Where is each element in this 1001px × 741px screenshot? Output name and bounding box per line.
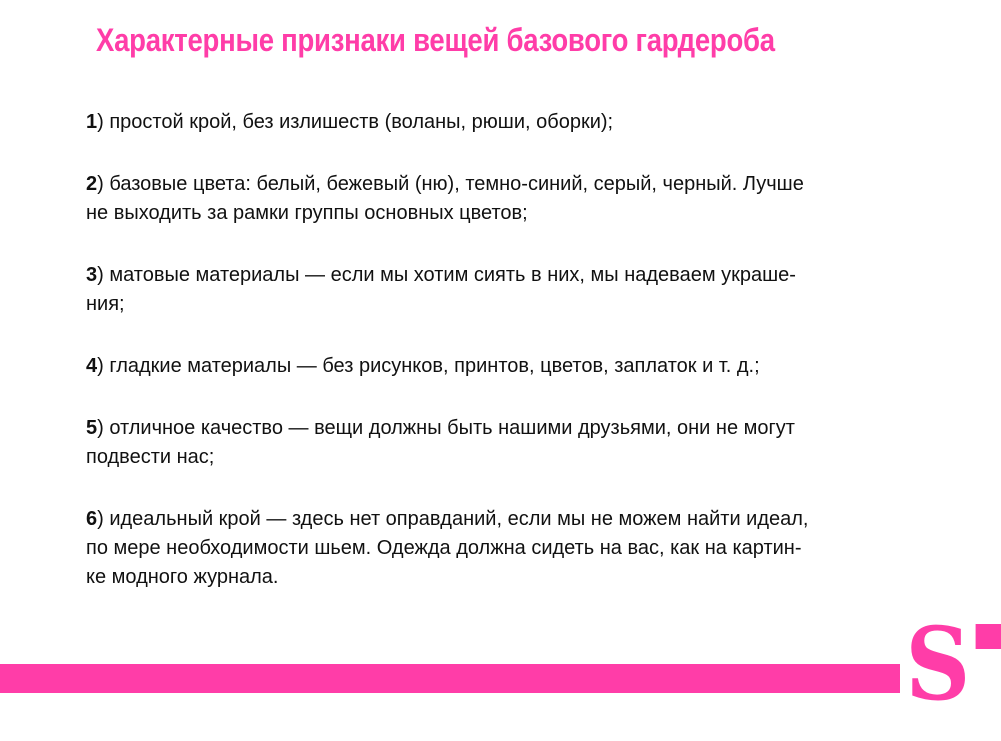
footer-accent-bar xyxy=(0,664,905,693)
item-number: 4 xyxy=(86,355,98,377)
item-number: 6 xyxy=(86,508,98,530)
list-item xyxy=(86,414,946,472)
item-number: 2 xyxy=(86,173,98,195)
item-text: ) матовые материалы — если мы хотим сиять в них, мы надеваем украше- ния; xyxy=(86,264,796,315)
item-number: 5 xyxy=(86,417,98,439)
list-item xyxy=(86,261,946,319)
item-text: ) базовые цвета: белый, бежевый (ню), темно-синий, серый, черный. Лучше не выходить за рамки группы основных цветов; xyxy=(86,173,804,224)
brand-logo: S xyxy=(900,614,976,714)
list-item xyxy=(86,108,946,137)
item-number: 3 xyxy=(86,264,98,286)
page-title: Характерные признаки вещей базового гардероба xyxy=(96,22,775,58)
item-number: 1 xyxy=(86,111,98,133)
item-text: ) простой крой, без излишеств (воланы, рюши, оборки); xyxy=(97,111,614,133)
list-item xyxy=(86,352,946,381)
list-item xyxy=(86,505,946,592)
feature-list xyxy=(86,108,946,625)
item-text: ) отличное качество — вещи должны быть нашими друзьями, они не могут подвести нас; xyxy=(86,417,795,468)
item-text: ) гладкие материалы — без рисунков, принтов, цветов, заплаток и т. д.; xyxy=(97,355,760,377)
item-text: ) идеальный крой — здесь нет оправданий, если мы не можем найти идеал, по мере необходимости шьем. Одежда должна сидеть на вас, как на картин- ке модного журнала. xyxy=(86,508,809,588)
list-item xyxy=(86,170,946,228)
